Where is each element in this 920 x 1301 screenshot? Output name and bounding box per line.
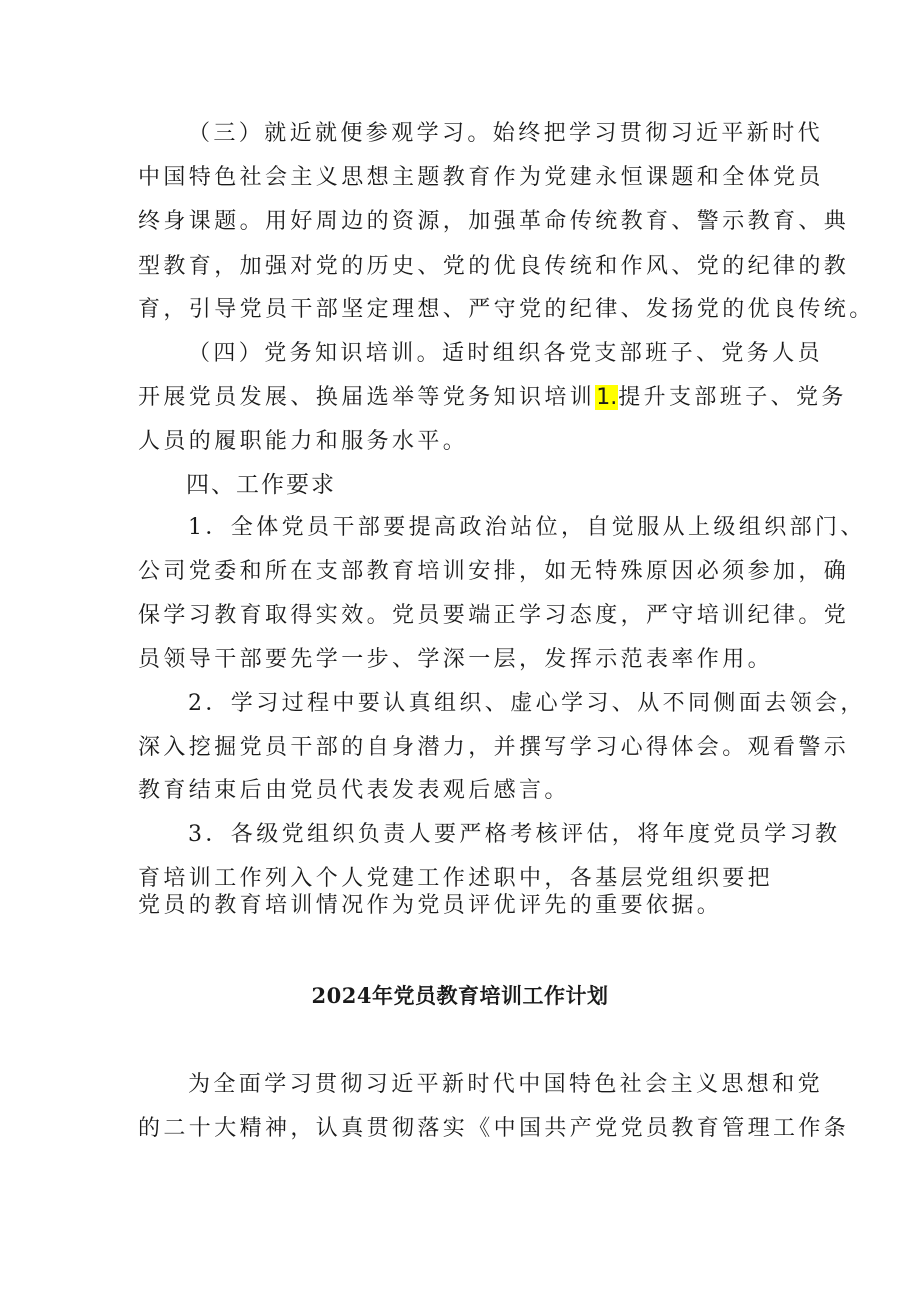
requirement-1-line-3: 保学习教育取得实效。党员要端正学习态度，严守培训纪律。党 [138,603,850,628]
requirements-heading: 四、工作要求 [186,472,336,498]
requirement-2-line-2: 深入挖掘党员干部的自身潜力，并撰写学习心得体会。观看警示 [138,735,850,760]
section-three-line-2: 中国特色社会主义思想主题教育作为党建永恒课题和全体党员 [138,165,824,190]
section-three-line-1: （三）就近就便参观学习。始终把学习贯彻习近平新时代 [188,121,824,146]
plan-intro-line-1: 为全面学习贯彻习近平新时代中国特色社会主义思想和党 [188,1072,824,1097]
requirement-2-line-3: 教育结束后由党员代表发表观后感言。 [138,778,570,803]
section-three-line-5: 育，引导党员干部坚定理想、严守党的纪律、发扬党的优良传统。 [138,297,875,322]
requirement-2-line-1: 2．学习过程中要认真组织、虚心学习、从不同侧面去领会， [188,691,866,716]
section-four-line-1: （四）党务知识培训。适时组织各党支部班子、党务人员 [188,341,824,366]
highlighted-number: 1. [596,385,618,410]
requirement-3-line-1: 3．各级党组织负责人要严格考核评估，将年度党员学习教 [188,822,841,847]
plan-intro-line-2: 的二十大精神，认真贯彻落实《中国共产党党员教育管理工作条 [138,1116,850,1141]
requirement-3-line-3: 党员的教育培训情况作为党员评优评先的重要依据。 [138,893,723,918]
section-four-line-3: 人员的履职能力和服务水平。 [138,429,469,454]
section-three-line-3: 终身课题。用好周边的资源，加强革命传统教育、警示教育、典 [138,209,850,234]
document-title: 2024年党员教育培训工作计划 [311,983,609,1008]
requirement-1-line-4: 员领导干部要先学一步、学深一层，发挥示范表率作用。 [138,647,774,672]
section-four-line-2-after: 提升支部班子、党务 [618,385,847,410]
section-four-line-2 [138,382,847,414]
section-four-line-2-before: 开展党员发展、换届选举等党务知识培训 [138,385,596,410]
requirement-1-line-2: 公司党委和所在支部教育培训安排，如无特殊原因必须参加，确 [138,559,850,584]
section-three-line-4: 型教育，加强对党的历史、党的优良传统和作风、党的纪律的教 [138,254,850,279]
requirement-1-line-1: 1．全体党员干部要提高政治站位，自觉服从上级组织部门、 [188,515,866,540]
requirement-3-line-2: 育培训工作列入个人党建工作述职中，各基层党组织要把 [138,866,774,891]
